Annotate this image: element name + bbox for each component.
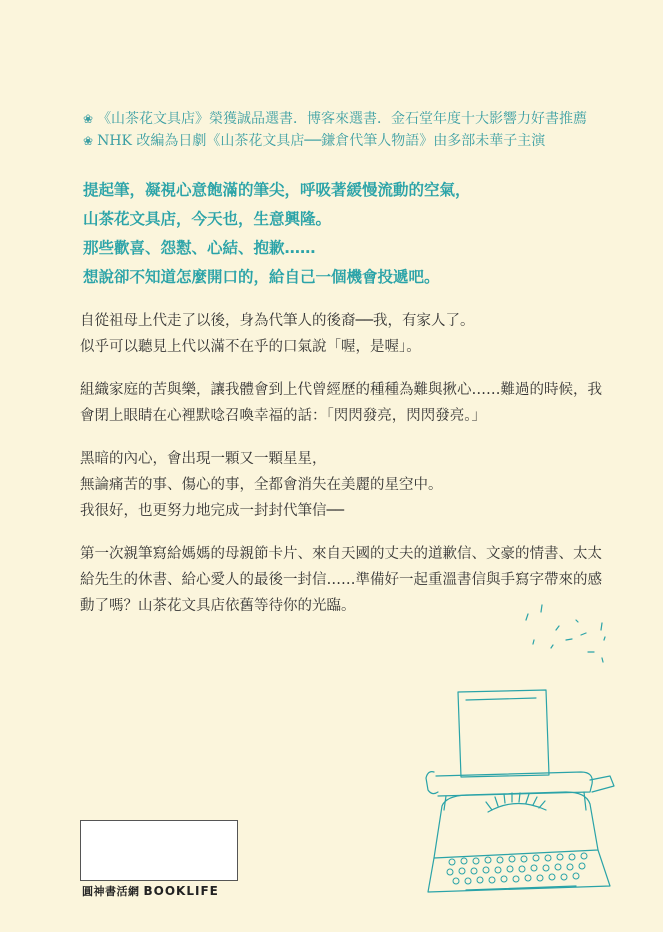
endorsement-list (83, 108, 643, 152)
publisher-name: 圓神書活網 (82, 885, 140, 898)
synopsis-paragraph (80, 446, 620, 524)
barcode-placeholder (80, 820, 238, 881)
synopsis-line: 給先生的休書、給心愛人的最後一封信……準備好一起重溫書信與手寫字帶來的感 (80, 572, 602, 588)
synopsis (80, 308, 620, 636)
endorsement-text: NHK 改編為日劇《山茶花文具店──鎌倉代筆人物語》由多部未華子主演 (97, 133, 546, 149)
publisher-logo (82, 883, 219, 899)
synopsis-line: 會閉上眼睛在心裡默唸召喚幸福的話：「閃閃發亮，閃閃發亮。」 (80, 408, 486, 424)
highlight-line: 山茶花文具店，今天也，生意興隆。 (83, 210, 332, 228)
synopsis-line: 第一次親筆寫給媽媽的母親節卡片、來自天國的丈夫的道歉信、文豪的情書、太太 (80, 546, 602, 562)
endorsement-text: 《山茶花文具店》榮獲誠品選書．博客來選書．金石堂年度十大影響力好書推薦 (97, 111, 588, 127)
endorsement-item (83, 108, 643, 130)
flower-bullet-icon: ❀ (83, 134, 94, 148)
synopsis-line: 似乎可以聽見上代以滿不在乎的口氣說「喔，是喔」。 (80, 339, 421, 355)
synopsis-line: 無論痛苦的事、傷心的事，全都會消失在美麗的星空中。 (80, 477, 443, 493)
highlight-line: 那些歡喜、怨懟、心結、抱歉…… (83, 239, 316, 257)
highlight-line: 想說卻不知道怎麼開口的，給自己一個機會投遞吧。 (83, 268, 440, 286)
publisher-brand: BOOKLIFE (143, 884, 219, 898)
synopsis-paragraph (80, 308, 620, 360)
endorsement-item (83, 130, 643, 152)
synopsis-line: 我很好，也更努力地完成一封封代筆信── (80, 503, 344, 519)
synopsis-line: 動了嗎？山茶花文具店依舊等待你的光臨。 (80, 598, 356, 614)
flower-bullet-icon: ❀ (83, 112, 94, 126)
typewriter-illustration-icon (406, 600, 636, 900)
highlight-line: 提起筆，凝視心意飽滿的筆尖，呼吸著緩慢流動的空氣， (83, 181, 471, 199)
highlight-blurb (83, 176, 603, 292)
synopsis-line: 自從祖母上代走了以後，身為代筆人的後裔──我，有家人了。 (80, 313, 475, 329)
synopsis-paragraph (80, 377, 620, 429)
synopsis-line: 組織家庭的苦與樂，讓我體會到上代曾經歷的種種為難與揪心……難過的時候，我 (80, 382, 602, 398)
synopsis-line: 黑暗的內心，會出現一顆又一顆星星， (80, 451, 327, 467)
